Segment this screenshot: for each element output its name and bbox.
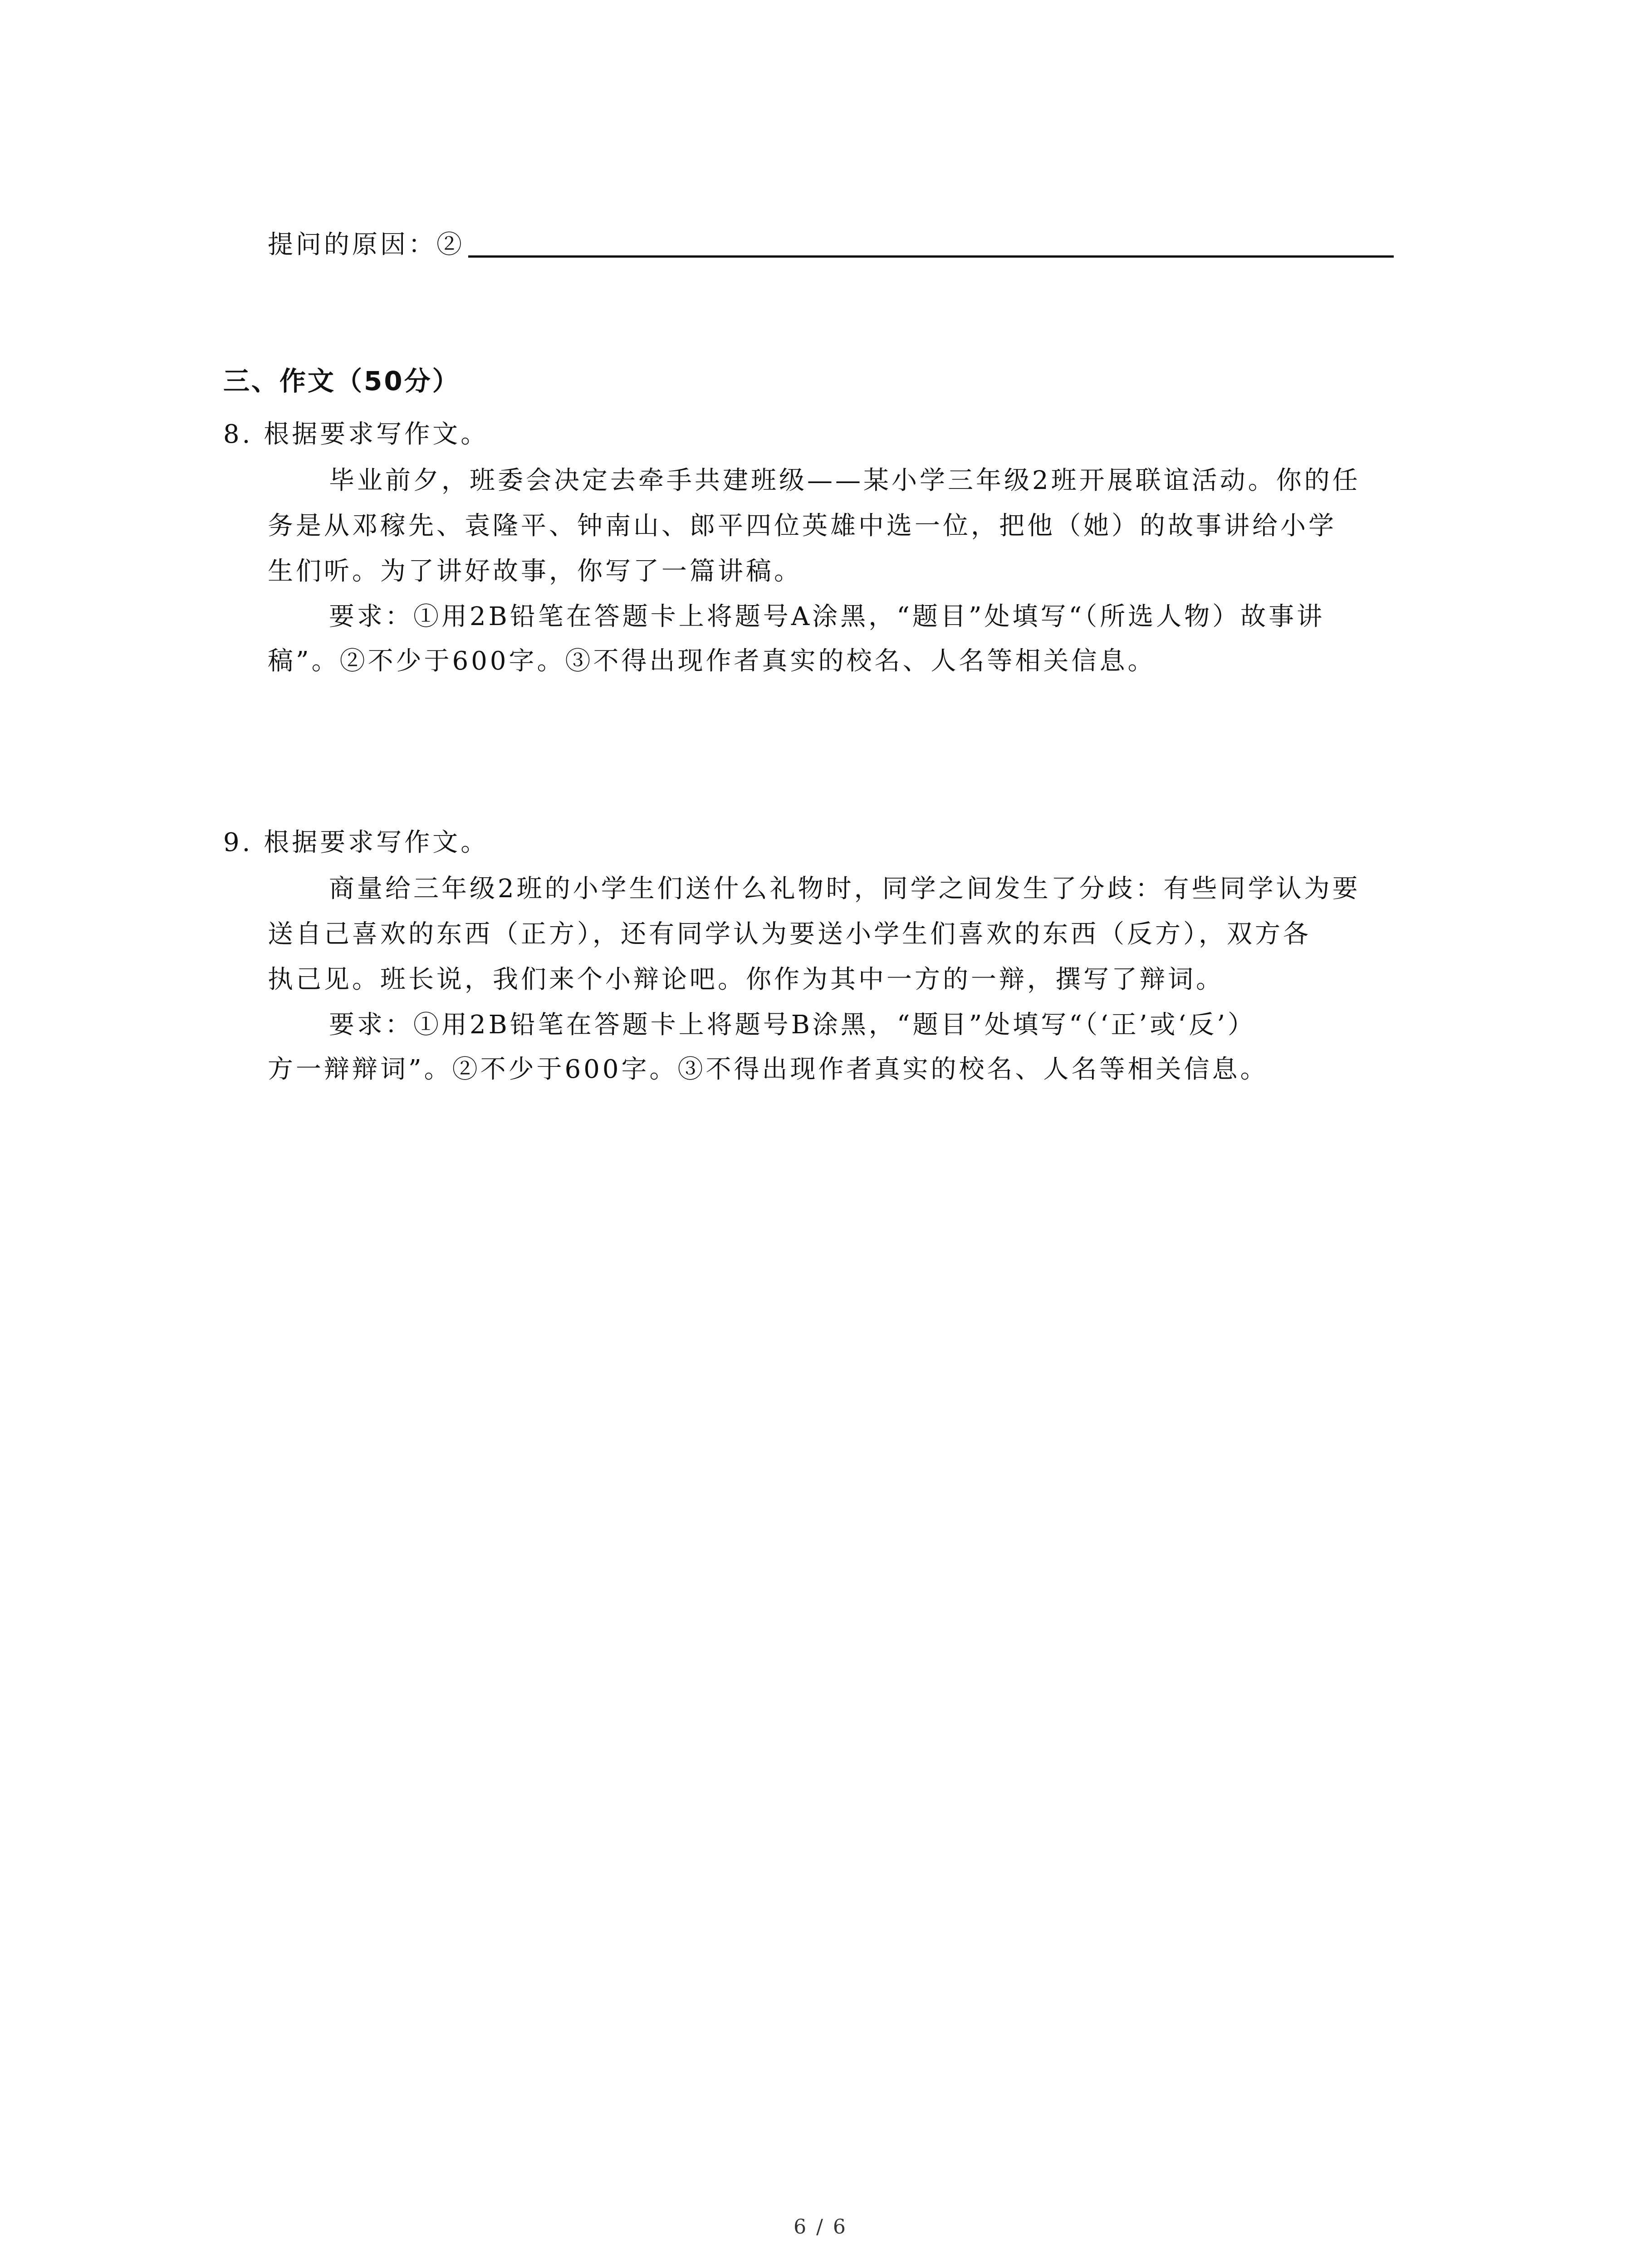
section-3-heading: 三、作文（50分） — [223, 366, 460, 396]
answer-line-label: 提问的原因：② — [268, 230, 465, 259]
page-number: 6 / 6 — [794, 2215, 847, 2239]
q8-line-3: 生们听。为了讲好故事，你写了一篇讲稿。 — [268, 557, 802, 586]
q9-title: 9. 根据要求写作文。 — [223, 828, 489, 857]
q9-line-5: 方一辩辩词”。②不少于600字。③不得出现作者真实的校名、人名等相关信息。 — [268, 1055, 1269, 1084]
q9-line-2: 送自己喜欢的东西（正方），还有同学认为要送小学生们喜欢的东西（反方），双方各 — [268, 919, 1311, 949]
q8-title: 8. 根据要求写作文。 — [223, 420, 489, 449]
q9-line-4: 要求：①用2B铅笔在答题卡上将题号B涂黑，“题目”处填写“（‘正’或‘反’） — [329, 1010, 1256, 1040]
q8-line-1: 毕业前夕，班委会决定去牵手共建班级——某小学三年级2班开展联谊活动。你的任 — [329, 466, 1361, 495]
q9-line-3: 执己见。班长说，我们来个小辩论吧。你作为其中一方的一辩，撰写了辩词。 — [268, 965, 1224, 994]
q8-line-5: 稿”。②不少于600字。③不得出现作者真实的校名、人名等相关信息。 — [268, 646, 1156, 676]
answer-line-row — [268, 222, 1394, 263]
q8-line-2: 务是从邓稼先、袁隆平、钟南山、郎平四位英雄中选一位，把他（她）的故事讲给小学 — [268, 511, 1337, 541]
q8-line-4: 要求：①用2B铅笔在答题卡上将题号A涂黑，“题目”处填写“（所选人物）故事讲 — [329, 602, 1325, 631]
q9-line-1: 商量给三年级2班的小学生们送什么礼物时，同学之间发生了分歧：有些同学认为要 — [329, 874, 1361, 904]
answer-blank-line[interactable] — [468, 255, 1394, 258]
